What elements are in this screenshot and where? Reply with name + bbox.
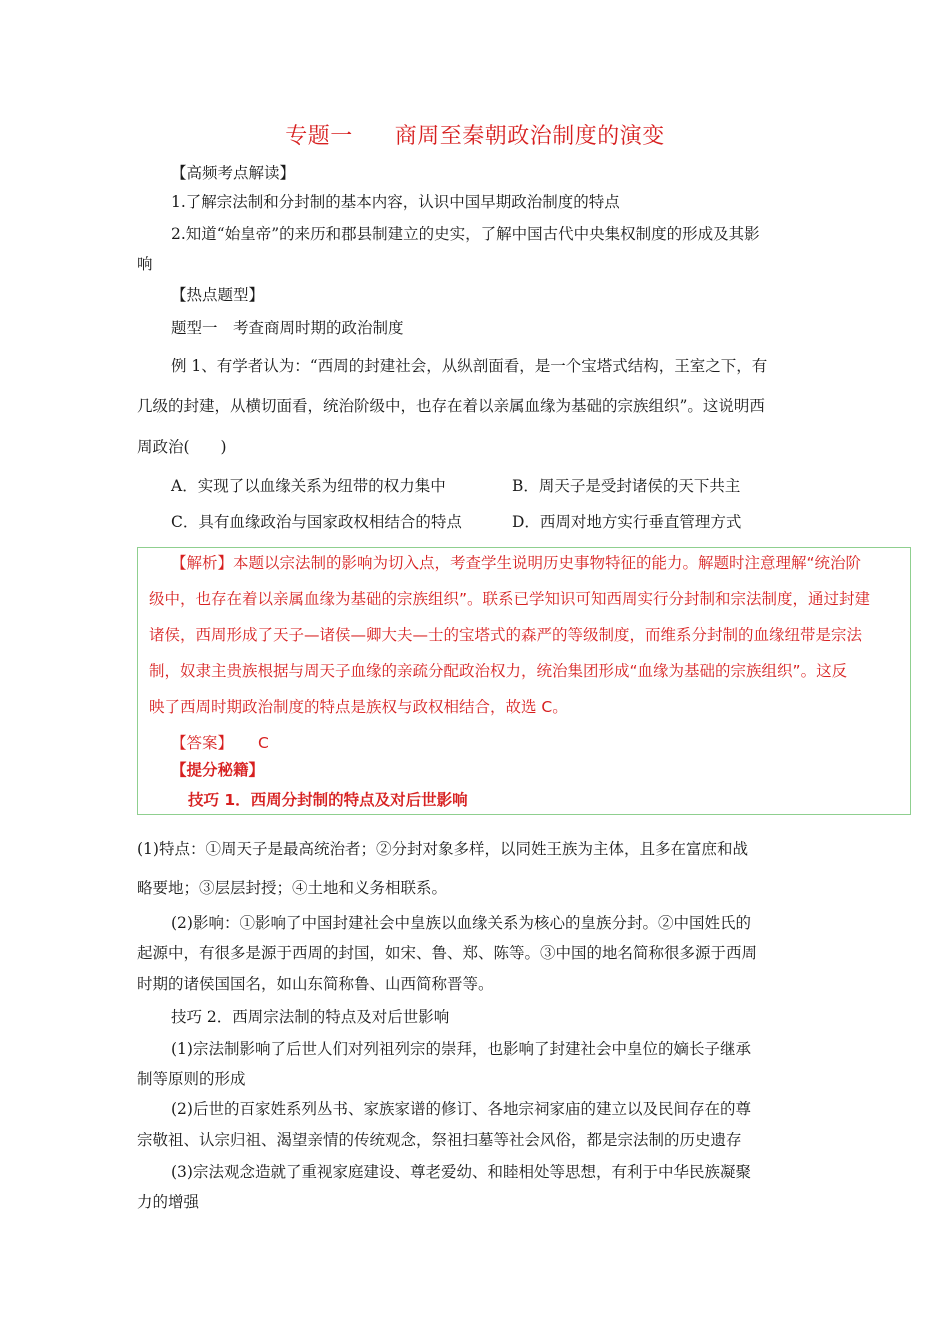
tip2-s3-line1: (3)宗法观念造就了重视家庭建设、尊老爱幼、和睦相处等思想，有利于中华民族凝聚 <box>171 1163 751 1181</box>
tip1-p2-line3: 时期的诸侯国国名，如山东简称鲁、山西简称晋等。 <box>137 975 494 993</box>
title-part2: 商周至秦朝政治制度的演变 <box>394 124 665 149</box>
objective-1: 1.了解宗法制和分封制的基本内容，认识中国早期政治制度的特点 <box>171 193 620 211</box>
title-part1: 专题一 <box>285 124 353 149</box>
question-type-1: 题型一 考查商周时期的政治制度 <box>171 319 404 337</box>
analysis-line5: 映了西周时期政治制度的特点是族权与政权相结合，故选 C。 <box>149 698 568 716</box>
example-line3: 周政治( ) <box>137 438 227 456</box>
answer-label: 【答案】 <box>171 734 234 752</box>
tip1-title: 技巧 1．西周分封制的特点及对后世影响 <box>188 791 468 809</box>
example-line2: 几级的封建，从横切面看，统治阶级中，也存在着以亲属血缘为基础的宗族组织”。这说明西 <box>137 397 765 415</box>
tip2-title: 技巧 2．西周宗法制的特点及对后世影响 <box>171 1008 450 1026</box>
objective-2-line2: 响 <box>137 255 153 273</box>
tip1-p2-line1: (2)影响：①影响了中国封建社会中皇族以血缘关系为核心的皇族分封。②中国姓氏的 <box>171 914 751 932</box>
section-heading-frequent: 【高频考点解读】 <box>171 164 296 182</box>
tip1-p1-line2: 略要地；③层层封授；④土地和义务相联系。 <box>137 879 448 897</box>
tips-heading: 【提分秘籍】 <box>171 761 265 779</box>
example-line1: 例 1、有学者认为：“西周的封建社会，从纵剖面看，是一个宝塔式结构，王室之下，有 <box>171 357 768 375</box>
tip2-s1-line2: 制等原则的形成 <box>137 1070 246 1088</box>
tip1-p1-line1: (1)特点：①周天子是最高统治者；②分封对象多样，以同姓王族为主体，且多在富庶和战 <box>137 840 748 858</box>
option-c: C．具有血缘政治与国家政权相结合的特点 <box>171 513 462 531</box>
objective-2-line1: 2.知道“始皇帝”的来历和郡县制建立的史实，了解中国古代中央集权制度的形成及其影 <box>171 225 760 243</box>
tip2-s2-line1: (2)后世的百家姓系列丛书、家族家谱的修订、各地宗祠家庙的建立以及民间存在的尊 <box>171 1100 751 1118</box>
analysis-line2: 级中，也存在着以亲属血缘为基础的宗族组织”。联系已学知识可知西周实行分封制和宗法制度，通过封建 <box>149 590 871 608</box>
option-d: D．西周对地方实行垂直管理方式 <box>512 513 742 531</box>
answer-value: C <box>258 734 269 752</box>
page-title <box>0 123 950 151</box>
section-heading-hot: 【热点题型】 <box>171 286 265 304</box>
analysis-line3: 诸侯，西周形成了天子—诸侯—卿大夫—士的宝塔式的森严的等级制度，而维系分封制的血缘纽带是宗法 <box>149 626 863 644</box>
tip2-s1-line1: (1)宗法制影响了后世人们对列祖列宗的崇拜，也影响了封建社会中皇位的嫡长子继承 <box>171 1040 751 1058</box>
analysis-line4: 制，奴隶主贵族根据与周天子血缘的亲疏分配政治权力，统治集团形成“血缘为基础的宗族组织”。这反 <box>149 662 848 680</box>
option-a: A．实现了以血缘关系为纽带的权力集中 <box>171 477 446 495</box>
tip2-s2-line2: 宗敬祖、认宗归祖、渴望亲情的传统观念，祭祖扫墓等社会风俗，都是宗法制的历史遗存 <box>137 1131 742 1149</box>
analysis-line1: 【解析】本题以宗法制的影响为切入点，考查学生说明历史事物特征的能力。解题时注意理解“统治阶 <box>171 554 862 572</box>
tip1-p2-line2: 起源中，有很多是源于西周的封国，如宋、鲁、郑、陈等。③中国的地名简称很多源于西周 <box>137 944 758 962</box>
tip2-s3-line2: 力的增强 <box>137 1193 200 1211</box>
option-b: B．周天子是受封诸侯的天下共主 <box>512 477 741 495</box>
